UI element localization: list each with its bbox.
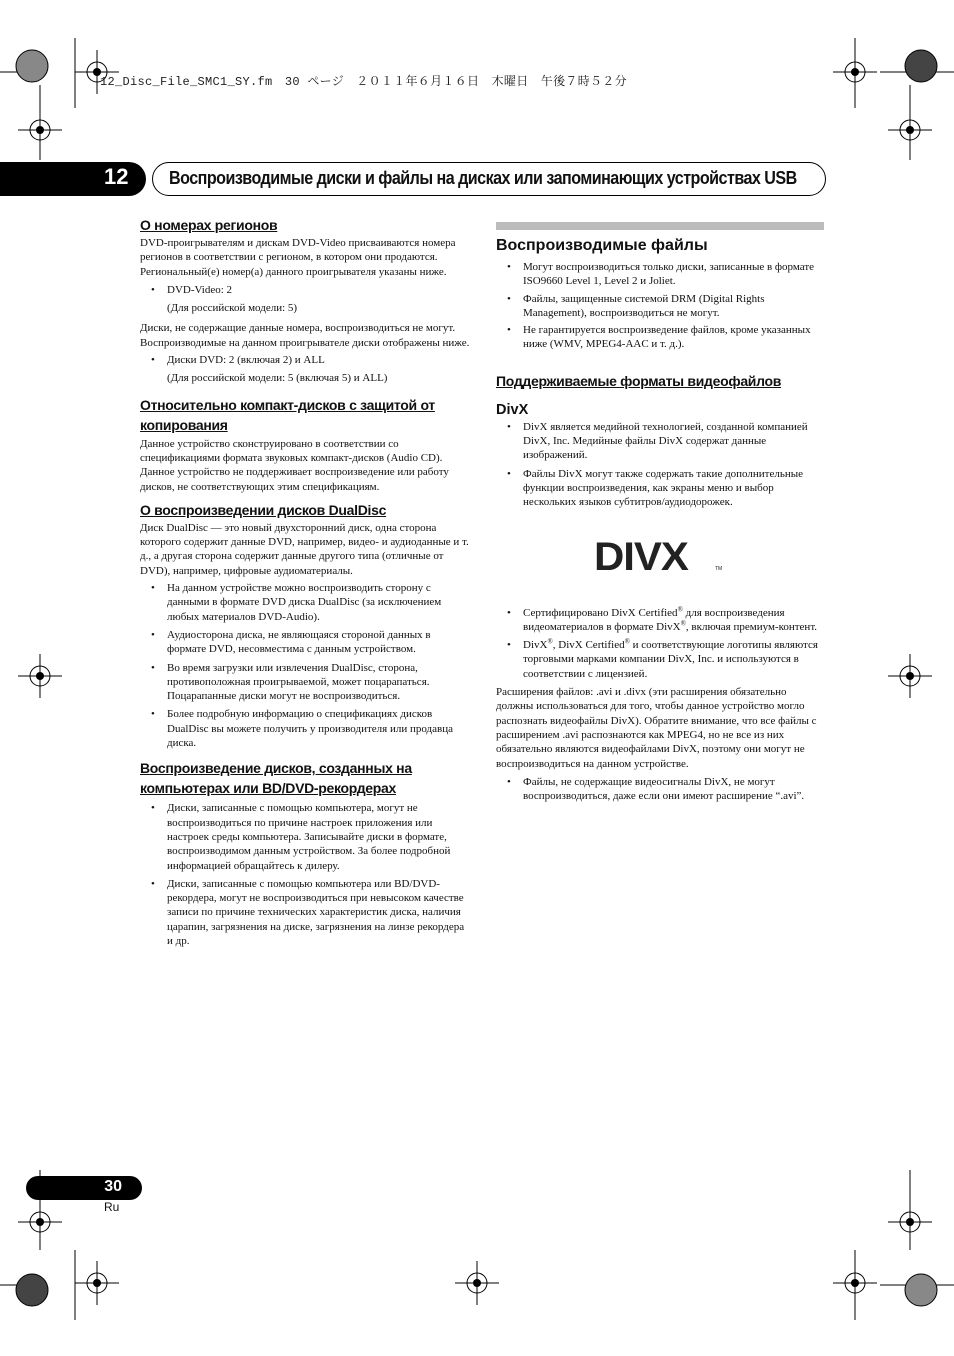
list-item-certified: • Сертифицировано DivX Certified® для воспроизведения видеоматериалов в формате DivX®, включая премиум-контент. (496, 606, 826, 635)
page-number: 30 (104, 1178, 122, 1195)
divx-logo (496, 510, 826, 606)
paragraph: Данное устройство сконструировано в соответствии со спецификациями формата звуковых компакт-дисков (Audio CD). Данное устройство не поддерживает воспроизведение или работу дисков, не соответствующих этим спецификациям. (140, 437, 449, 493)
list-item: • Диски, записанные с помощью компьютера, могут не воспроизводиться по причине настроек приложения или настроек среды компьютера. Записывайте диски в формате, воспроизводимом данным устройством. За более подробной информацией обращайтесь к дилеру. (140, 801, 470, 872)
heading-copy-protected-cd: Относительно компакт-дисков с защитой от копирования (140, 396, 435, 433)
chapter-title-box (152, 162, 826, 196)
divx-logo-tm: TM (715, 565, 723, 572)
list-item: • Аудиосторона диска, не являющаяся стороной данных в формате DVD, несовместима с данным устройством. (140, 628, 470, 657)
list-item-note: (Для российской модели: 5 (включая 5) и ALL) (167, 372, 388, 385)
file-info-line: 12_Disc_File_SMC1_SY.fm 30 ページ ２０１１年６月１６日 木曜日 午後７時５２分 (100, 75, 627, 89)
list-item: • Диски DVD: 2 (включая 2) и ALL (140, 353, 470, 367)
list-item: • Во время загрузки или извлечения DualDisc, сторона, противоположная проигрываемой, может поцарапаться. Поцарапанные диски могут не воспроизводиться. (140, 661, 470, 704)
language-code: Ru (104, 1200, 120, 1214)
left-column (140, 215, 470, 948)
list-item: • DVD-Video: 2 (140, 283, 470, 297)
chapter-badge (6, 162, 146, 196)
paragraph: Диск DualDisc — это новый двухсторонний диск, одна сторона которого содержит данные DVD, например, видео- и аудиоданные и т. д., а другая сторона содержит данные другого типа (отличные от DVD), например, цифровые аудиоматериалы. (140, 521, 469, 577)
list-item: • Файлы, защищенные системой DRM (Digital Rights Management), воспроизводиться не могут. (496, 292, 826, 321)
heading-playable-files: Воспроизводимые файлы (496, 237, 708, 254)
paragraph: Расширения файлов: .avi и .divx (эти расширения обязательно должны использоваться для того, чтобы данное устройство могло распознать видеофайлы DivX). Обратите внимание, что все файлы с расширением .avi распознаются как MPEG4, но не все из них обязательно являются видеофайлами DivX, поэтому они могут не воспроизводиться на данном устройстве. (496, 686, 817, 770)
heading-video-formats: Поддерживаемые форматы видеофайлов (496, 372, 782, 389)
list-item: • Файлы DivX могут также содержать такие дополнительные функции воспроизведения, как экраны меню и выбор нескольких языков субтитров/аудиодорожек. (496, 467, 826, 510)
list-item: • DivX является медийной технологией, созданной компанией DivX, Inc. Медийные файлы DivX содержат данные изображений. (496, 420, 826, 463)
section-bar (496, 222, 824, 230)
heading-dualdisc: О воспроизведении дисков DualDisc (140, 501, 387, 518)
heading-divx: DivX (496, 401, 529, 418)
heading-region-numbers: О номерах регионов (140, 217, 278, 233)
list-item: • Файлы, не содержащие видеосигналы DivX, не могут воспроизводиться, даже если они имеют расширение “.avi”. (496, 775, 826, 804)
list-item: • Диски, записанные с помощью компьютера или BD/DVD-рекордера, могут не воспроизводиться при невысоком качестве записи по причине технических характеристик диска, наличия царапин, загрязнения на диске, загрязнения на линзе рекордера и др. (140, 877, 470, 948)
list-item: • На данном устройстве можно воспроизводить сторону с данными в формате DVD диска DualDisc (за исключением любых материалов DVD-Audio). (140, 581, 470, 624)
chapter-title: Воспроизводимые диски и файлы на дисках или запоминающих устройствах USB (169, 167, 797, 188)
list-item-note: (Для российской модели: 5) (167, 302, 298, 315)
divx-logo-text: DIVX (594, 537, 688, 579)
heading-pc-recorded-discs: Воспроизведение дисков, созданных на компьютерах или BD/DVD-рекордерах (140, 760, 412, 797)
page-number-badge (26, 1176, 142, 1200)
list-item: • Могут воспроизводиться только диски, записанные в формате ISO9660 Level 1, Level 2 и Joliet. (496, 260, 826, 289)
right-column (496, 222, 826, 803)
list-item: • Не гарантируется воспроизведение файлов, кроме указанных ниже (WMV, MPEG4-AAC и т. д.). (496, 323, 826, 352)
list-item-trademarks: • DivX®, DivX Certified® и соответствующие логотипы являются торговыми марками компании DivX, Inc. и используются в соответствии с лицензией. (496, 638, 826, 681)
divx-logo-graphic (594, 538, 734, 588)
list-item: • Более подробную информацию о спецификациях дисков DualDisc вы можете получить у производителя или продавца диска. (140, 707, 470, 750)
paragraph: Диски, не содержащие данные номера, воспроизводиться не могут. Воспроизводимые на данном проигрывателе диски отображены ниже. (140, 322, 470, 349)
chapter-number: 12 (104, 164, 129, 189)
paragraph: DVD-проигрывателям и дискам DVD-Video присваиваются номера регионов в соответствии с регионом, в котором они продаются. Региональный(е) номер(а) данного проигрывателя указаны ниже. (140, 237, 456, 278)
